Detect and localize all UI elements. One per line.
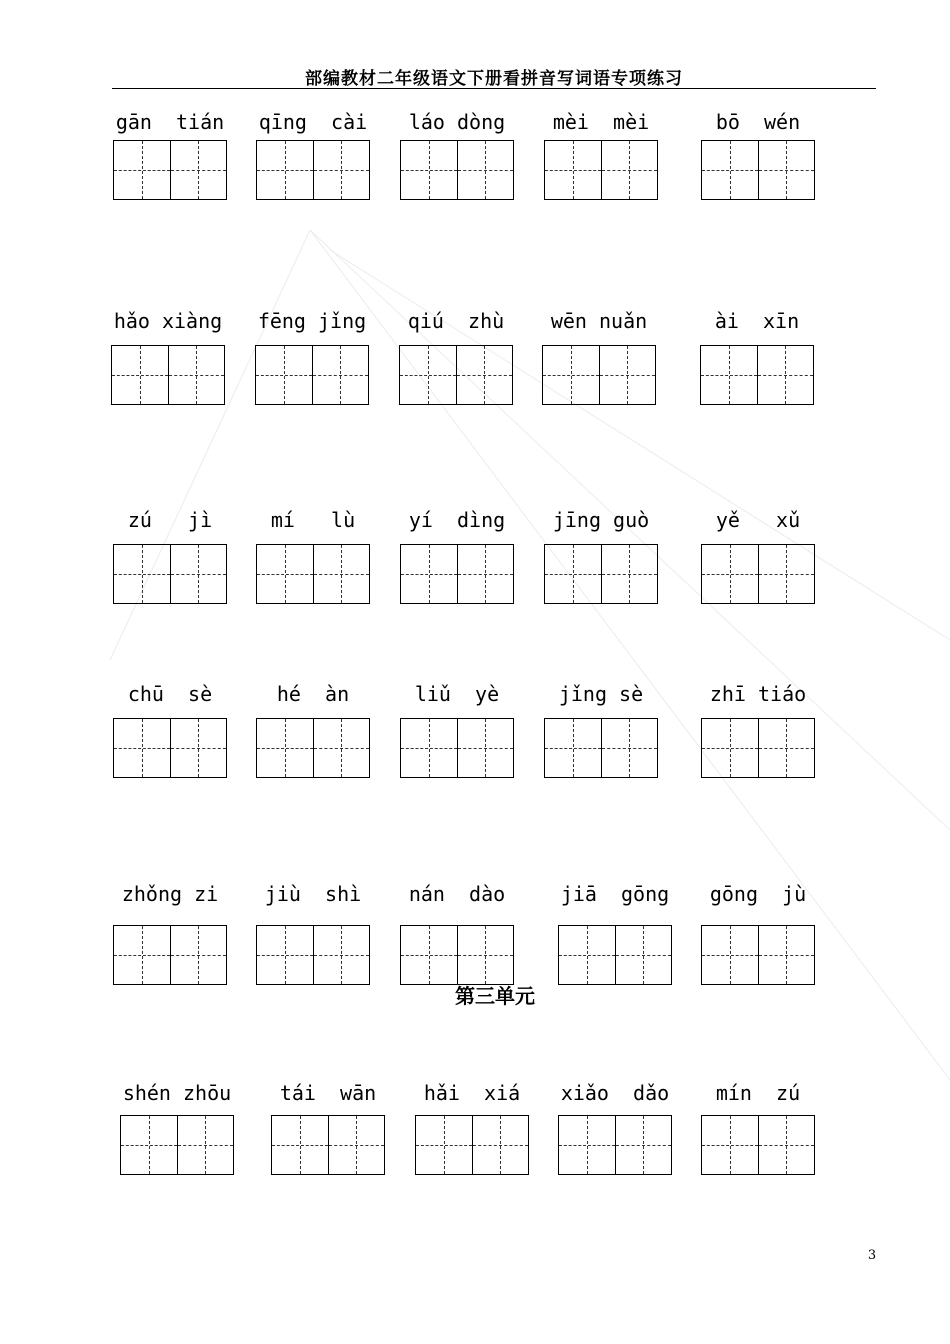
pinyin-label: gān tián	[115, 110, 225, 134]
writing-grid[interactable]	[558, 925, 672, 985]
tian-zi-cell[interactable]	[401, 545, 457, 603]
writing-grid[interactable]	[701, 140, 815, 200]
writing-grid[interactable]	[271, 1115, 385, 1175]
writing-grid[interactable]	[113, 140, 227, 200]
pinyin-label: mín zú	[715, 1081, 801, 1105]
tian-zi-cell[interactable]	[401, 141, 457, 199]
pinyin-label: zhī tiáo	[709, 682, 807, 706]
tian-zi-cell[interactable]	[170, 545, 227, 603]
pinyin-label: yí dìng	[408, 508, 506, 532]
writing-grid[interactable]	[113, 925, 227, 985]
writing-grid[interactable]	[120, 1115, 234, 1175]
pinyin-label: chū sè	[127, 682, 213, 706]
writing-grid[interactable]	[544, 718, 658, 778]
tian-zi-cell[interactable]	[456, 346, 513, 404]
tian-zi-cell[interactable]	[257, 141, 313, 199]
tian-zi-cell[interactable]	[170, 926, 227, 984]
tian-zi-cell[interactable]	[601, 545, 658, 603]
section-title: 第三单元	[455, 984, 535, 1008]
tian-zi-cell[interactable]	[702, 1116, 758, 1174]
tian-zi-cell[interactable]	[313, 926, 370, 984]
tian-zi-cell[interactable]	[758, 141, 815, 199]
writing-grid[interactable]	[701, 544, 815, 604]
pinyin-label: mèi mèi	[552, 110, 650, 134]
pinyin-label: gōng jù	[709, 882, 807, 906]
writing-grid[interactable]	[542, 345, 656, 405]
tian-zi-cell[interactable]	[559, 1116, 615, 1174]
writing-grid[interactable]	[415, 1115, 529, 1175]
tian-zi-cell[interactable]	[457, 719, 514, 777]
pinyin-label: liǔ yè	[414, 682, 500, 706]
writing-grid[interactable]	[400, 544, 514, 604]
tian-zi-cell[interactable]	[457, 926, 514, 984]
writing-grid[interactable]	[256, 140, 370, 200]
pinyin-label: hǎi xiá	[423, 1081, 521, 1105]
tian-zi-cell[interactable]	[272, 1116, 328, 1174]
tian-zi-cell[interactable]	[758, 1116, 815, 1174]
tian-zi-cell[interactable]	[559, 926, 615, 984]
pinyin-label: jiā gōng	[560, 882, 670, 906]
pinyin-label: jīng guò	[552, 508, 650, 532]
pinyin-label: jǐng sè	[558, 682, 644, 706]
tian-zi-cell[interactable]	[599, 346, 656, 404]
tian-zi-cell[interactable]	[401, 719, 457, 777]
tian-zi-cell[interactable]	[168, 346, 225, 404]
writing-grid[interactable]	[700, 345, 814, 405]
writing-grid[interactable]	[400, 718, 514, 778]
tian-zi-cell[interactable]	[457, 141, 514, 199]
pinyin-label: wēn nuǎn	[550, 309, 648, 333]
pinyin-label: mí lù	[270, 508, 356, 532]
pinyin-label: ài xīn	[714, 309, 800, 333]
tian-zi-cell[interactable]	[601, 719, 658, 777]
tian-zi-cell[interactable]	[545, 141, 601, 199]
tian-zi-cell[interactable]	[114, 141, 170, 199]
tian-zi-cell[interactable]	[257, 719, 313, 777]
tian-zi-cell[interactable]	[545, 545, 601, 603]
writing-grid[interactable]	[111, 345, 225, 405]
tian-zi-cell[interactable]	[313, 719, 370, 777]
tian-zi-cell[interactable]	[702, 926, 758, 984]
pinyin-label: fēng jǐng	[257, 309, 367, 333]
pinyin-label: xiǎo dǎo	[560, 1081, 670, 1105]
tian-zi-cell[interactable]	[121, 1116, 177, 1174]
tian-zi-cell[interactable]	[177, 1116, 234, 1174]
pinyin-label: hǎo xiàng	[113, 309, 223, 333]
writing-grid[interactable]	[256, 544, 370, 604]
tian-zi-cell[interactable]	[313, 141, 370, 199]
tian-zi-cell[interactable]	[758, 545, 815, 603]
tian-zi-cell[interactable]	[457, 545, 514, 603]
writing-grid[interactable]	[113, 718, 227, 778]
tian-zi-cell[interactable]	[758, 719, 815, 777]
tian-zi-cell[interactable]	[170, 719, 227, 777]
writing-grid[interactable]	[256, 925, 370, 985]
writing-grid[interactable]	[701, 718, 815, 778]
pinyin-label: nán dào	[408, 882, 506, 906]
writing-grid[interactable]	[256, 718, 370, 778]
writing-grid[interactable]	[701, 1115, 815, 1175]
pinyin-label: yě xǔ	[715, 508, 801, 532]
tian-zi-cell[interactable]	[472, 1116, 529, 1174]
writing-grid[interactable]	[400, 925, 514, 985]
tian-zi-cell[interactable]	[601, 141, 658, 199]
tian-zi-cell[interactable]	[313, 545, 370, 603]
tian-zi-cell[interactable]	[401, 926, 457, 984]
tian-zi-cell[interactable]	[757, 346, 814, 404]
tian-zi-cell[interactable]	[701, 346, 757, 404]
tian-zi-cell[interactable]	[114, 926, 170, 984]
tian-zi-cell[interactable]	[257, 926, 313, 984]
pinyin-label: láo dòng	[408, 110, 506, 134]
pinyin-label: shén zhōu	[122, 1081, 232, 1105]
writing-grid[interactable]	[399, 345, 513, 405]
writing-grid[interactable]	[701, 925, 815, 985]
writing-grid[interactable]	[544, 140, 658, 200]
tian-zi-cell[interactable]	[758, 926, 815, 984]
writing-grid[interactable]	[544, 544, 658, 604]
tian-zi-cell[interactable]	[545, 719, 601, 777]
tian-zi-cell[interactable]	[312, 346, 369, 404]
tian-zi-cell[interactable]	[112, 346, 168, 404]
pinyin-label: bō wén	[715, 110, 801, 134]
tian-zi-cell[interactable]	[257, 545, 313, 603]
pinyin-label: jiù shì	[264, 882, 362, 906]
writing-grid[interactable]	[113, 544, 227, 604]
pinyin-label: qiú zhù	[407, 309, 505, 333]
writing-grid[interactable]	[400, 140, 514, 200]
tian-zi-cell[interactable]	[543, 346, 599, 404]
writing-grid[interactable]	[558, 1115, 672, 1175]
tian-zi-cell[interactable]	[702, 719, 758, 777]
tian-zi-cell[interactable]	[400, 346, 456, 404]
tian-zi-cell[interactable]	[170, 141, 227, 199]
tian-zi-cell[interactable]	[702, 141, 758, 199]
tian-zi-cell[interactable]	[615, 1116, 672, 1174]
tian-zi-cell[interactable]	[114, 719, 170, 777]
pinyin-label: hé àn	[276, 682, 350, 706]
page-number: 3	[867, 1248, 877, 1263]
pinyin-label: zú jì	[127, 508, 213, 532]
tian-zi-cell[interactable]	[416, 1116, 472, 1174]
writing-grid[interactable]	[255, 345, 369, 405]
tian-zi-cell[interactable]	[702, 545, 758, 603]
tian-zi-cell[interactable]	[114, 545, 170, 603]
pinyin-label: zhǒng zi	[121, 882, 219, 906]
pinyin-label: qīng cài	[258, 110, 368, 134]
tian-zi-cell[interactable]	[615, 926, 672, 984]
pinyin-label: tái wān	[279, 1081, 377, 1105]
tian-zi-cell[interactable]	[256, 346, 312, 404]
page-title: 部编教材二年级语文下册看拼音写词语专项练习	[305, 69, 683, 89]
tian-zi-cell[interactable]	[328, 1116, 385, 1174]
header-rule	[112, 88, 876, 89]
